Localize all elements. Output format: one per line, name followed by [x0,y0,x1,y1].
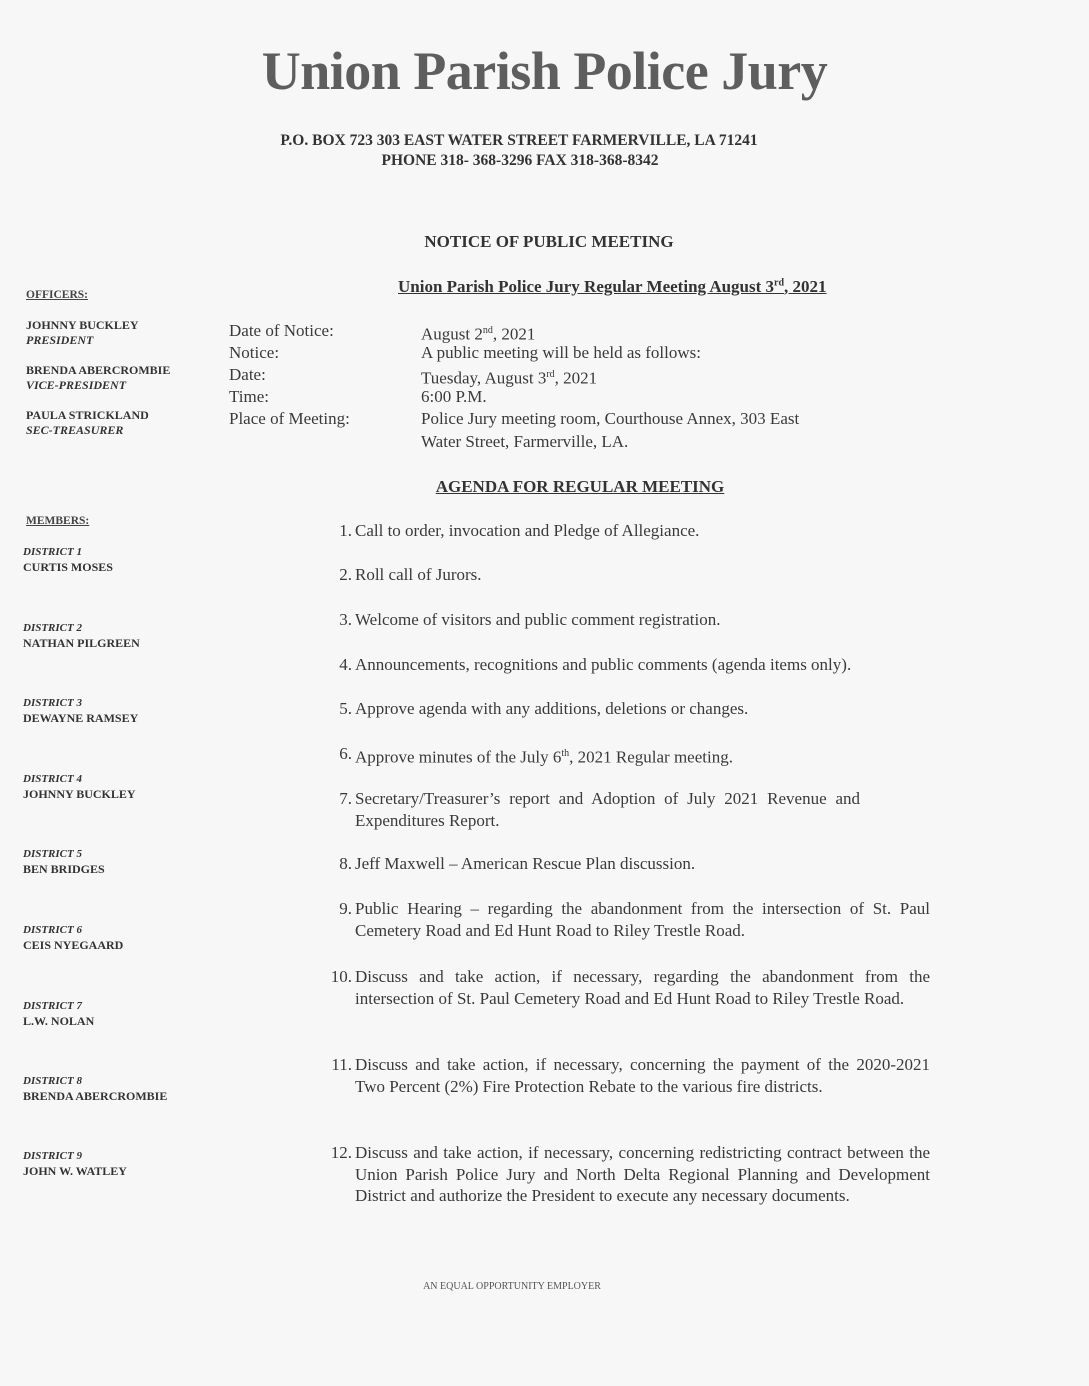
place-value-line1: Police Jury meeting room, Courthouse Annex, 303 East [421,409,800,428]
notice-value: A public meeting will be held as follows: [421,343,701,362]
member-district-4: DISTRICT 4 JOHNNY BUCKLEY [23,773,136,801]
agenda-item: 9. Public Hearing – regarding the abandonment from the intersection of St. Paul Cemetery Road and Ed Hunt Road to Riley Trestle Road. [339,899,930,940]
agenda-item: 5. Approve agenda with any additions, deletions or changes. [339,699,749,718]
meeting-title: Union Parish Police Jury Regular Meeting August 3rd, 2021 [398,277,827,296]
officer-sec-treasurer: PAULA STRICKLAND SEC-TREASURER [26,408,149,437]
member-district-6: DISTRICT 6 CEIS NYEGAARD [23,924,124,952]
place-label: Place of Meeting: [229,409,350,428]
officers-heading: OFFICERS: [26,289,88,301]
date-label: Date: [229,365,266,384]
member-district-8: DISTRICT 8 BRENDA ABERCROMBIE [23,1075,168,1103]
date-of-notice-value: August 2nd, 2021 [421,324,536,344]
place-value-line2: Water Street, Farmerville, LA. [421,432,629,451]
agenda-item: 1. Call to order, invocation and Pledge of Allegiance. [339,521,700,540]
agenda-item: 10. Discuss and take action, if necessary, regarding the abandonment from the intersection of St. Paul Cemetery Road and Ed Hunt Road to Riley Trestle Road. [330,967,930,1008]
officer-president: JOHNNY BUCKLEY PRESIDENT [26,318,139,347]
member-district-5: DISTRICT 5 BEN BRIDGES [23,848,105,876]
agenda-item: 3. Welcome of visitors and public comment registration. [339,610,721,629]
notice-title: NOTICE OF PUBLIC MEETING [424,232,674,251]
agenda-item: 12. Discuss and take action, if necessary, concerning redistricting contract between the Union Parish Police Jury and North Delta Regional Planning and Development District and authorize the President to execute any necessary documents. [330,1143,930,1205]
date-of-notice-label: Date of Notice: [229,321,334,340]
member-district-3: DISTRICT 3 DEWAYNE RAMSEY [23,697,139,725]
agenda-item: 6. Approve minutes of the July 6th, 2021 Regular meeting. [339,744,733,767]
member-district-7: DISTRICT 7 L.W. NOLAN [23,1000,95,1028]
agenda-item: 11. Discuss and take action, if necessary, concerning the payment of the 2020-2021 Two Percent (2%) Fire Protection Rebate to the various fire districts. [331,1055,930,1096]
page-title: Union Parish Police Jury [261,41,828,101]
officer-vice-president: BRENDA ABERCROMBIE VICE-PRESIDENT [26,363,171,392]
footer-text: AN EQUAL OPPORTUNITY EMPLOYER [423,1281,601,1292]
agenda-title: AGENDA FOR REGULAR MEETING [435,477,725,496]
agenda-item: 7. Secretary/Treasurer’s report and Adoption of July 2021 Revenue and Expenditures Report. [339,789,860,830]
time-label: Time: [229,387,270,406]
address-line: P.O. BOX 723 303 EAST WATER STREET FARMERVILLE, LA 71241 [280,132,758,149]
agenda-item: 4. Announcements, recognitions and public comments (agenda items only). [339,655,852,674]
agenda-item: 2. Roll call of Jurors. [339,565,482,584]
phone-line: PHONE 318- 368-3296 FAX 318-368-8342 [381,152,659,169]
member-district-9: DISTRICT 9 JOHN W. WATLEY [23,1150,127,1178]
notice-label: Notice: [229,343,280,362]
time-value: 6:00 P.M. [421,387,487,406]
members-heading: MEMBERS: [26,515,90,527]
member-district-1: DISTRICT 1 CURTIS MOSES [23,546,113,574]
date-value: Tuesday, August 3rd, 2021 [421,368,598,388]
agenda-item: 8. Jeff Maxwell – American Rescue Plan discussion. [339,854,696,873]
member-district-2: DISTRICT 2 NATHAN PILGREEN [23,622,140,650]
